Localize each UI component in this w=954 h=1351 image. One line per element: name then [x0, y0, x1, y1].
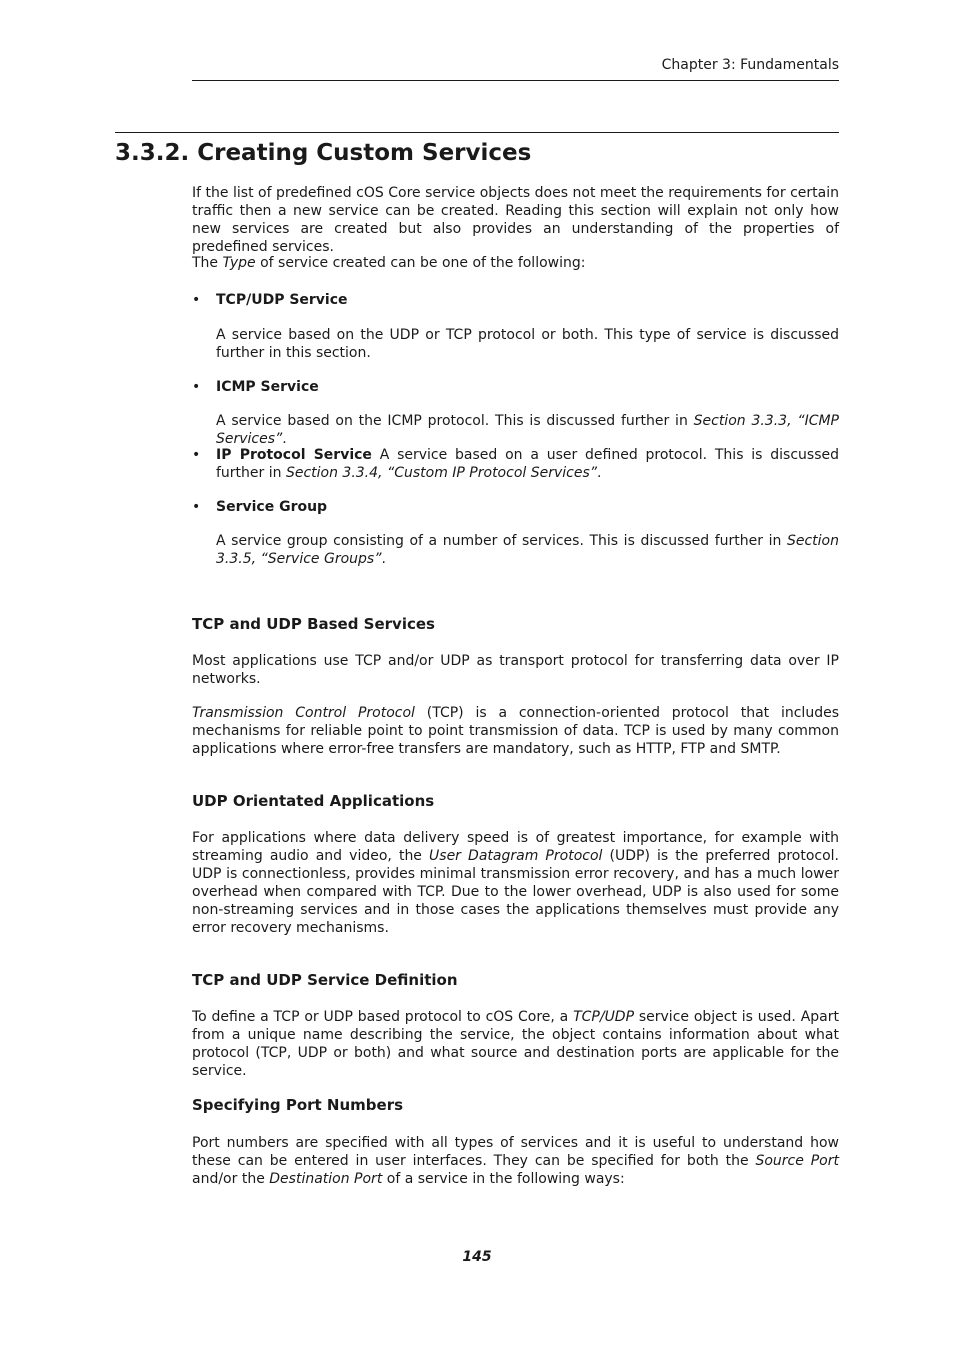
port-numbers-paragraph: Port numbers are specified with all types of services and it is useful to understand how these can be entered in user interfaces. They can be specified for both the Source Port and/or the Destination Port of a service in the following ways:: [192, 1135, 839, 1187]
xref-icmp-services[interactable]: Section 3.3.3, “ICMP Services”: [216, 413, 840, 447]
page-number: 145: [462, 1249, 492, 1265]
tcp-udp-paragraph-1: Most applications use TCP and/or UDP as transport protocol for transferring data over IP networks.: [192, 653, 839, 687]
udp-term: User Datagram Protocol: [429, 848, 603, 864]
bullet-marker: •: [192, 292, 201, 308]
heading-specifying-port-numbers: Specifying Port Numbers: [192, 1096, 404, 1114]
source-port-term: Source Port: [755, 1153, 839, 1169]
xref-service-groups[interactable]: Section 3.3.5, “Service Groups”: [216, 533, 839, 567]
section-title: 3.3.2. Creating Custom Services: [115, 140, 532, 166]
heading-tcp-udp-service-definition: TCP and UDP Service Definition: [192, 971, 458, 989]
service-definition-paragraph: To define a TCP or UDP based protocol to cOS Core, a TCP/UDP service object is used. Apart from a unique name describing the service, the object contains information about what protocol (TCP, UDP or both) and what source and destination ports are applicable for the service.: [192, 1009, 839, 1079]
destination-port-term: Destination Port: [269, 1171, 383, 1187]
udp-paragraph: For applications where data delivery speed is of greatest importance, for example with streaming audio and video, the User Datagram Protocol (UDP) is the preferred protocol. UDP is connectionless, provides minimal transmission error recovery, and has a much lower overhead when compared with TCP. Due to the lower overhead, UDP is also used for some non-streaming services and in those cases the applications themselves must provide any error recovery mechanisms.: [192, 830, 839, 936]
intro-paragraph: If the list of predefined cOS Core service objects does not meet the requirements for certain traffic then a new service can be created. Reading this section will explain not only how new services are created but also provides an understanding of the properties of predefined services.: [192, 185, 839, 255]
bullet-text-ip-protocol: IP Protocol Service A service based on a user defined protocol. This is discussed further in Section 3.3.4, “Custom IP Protocol Services”.: [216, 447, 839, 481]
bullet-marker: •: [192, 499, 201, 515]
bullet-marker: •: [192, 447, 201, 463]
bullet-label-icmp: ICMP Service: [216, 379, 319, 395]
bullet-label-tcp-udp: TCP/UDP Service: [216, 292, 348, 308]
tcp-udp-paragraph-2: Transmission Control Protocol (TCP) is a connection-oriented protocol that includes mechanisms for reliable point to point transmission of data. TCP is used by many common applications where error-free transfers are mandatory, such as HTTP, FTP and SMTP.: [192, 705, 839, 757]
bullet-marker: •: [192, 379, 201, 395]
section-rule: [115, 132, 839, 133]
bullet-label-ip-protocol: IP Protocol Service: [216, 447, 372, 463]
heading-tcp-udp-based-services: TCP and UDP Based Services: [192, 615, 435, 633]
bullet-label-service-group: Service Group: [216, 499, 328, 515]
tcp-udp-term: TCP/UDP: [573, 1009, 635, 1025]
heading-udp-orientated-applications: UDP Orientated Applications: [192, 792, 435, 810]
header-rule: [192, 80, 839, 81]
type-paragraph: The Type of service created can be one of the following:: [192, 255, 586, 271]
bullet-text-service-group: A service group consisting of a number of services. This is discussed further in Section 3.3.5, “Service Groups”.: [216, 533, 839, 567]
bullet-text-tcp-udp: A service based on the UDP or TCP protocol or both. This type of service is discussed further in this section.: [216, 327, 839, 361]
bullet-text-icmp: A service based on the ICMP protocol. This is discussed further in Section 3.3.3, “ICMP Services”.: [216, 413, 840, 447]
tcp-term: Transmission Control Protocol: [192, 705, 415, 721]
type-term: Type: [222, 255, 256, 271]
running-head: Chapter 3: Fundamentals: [661, 57, 839, 73]
xref-custom-ip-protocol-services[interactable]: Section 3.3.4, “Custom IP Protocol Services”: [285, 465, 598, 481]
